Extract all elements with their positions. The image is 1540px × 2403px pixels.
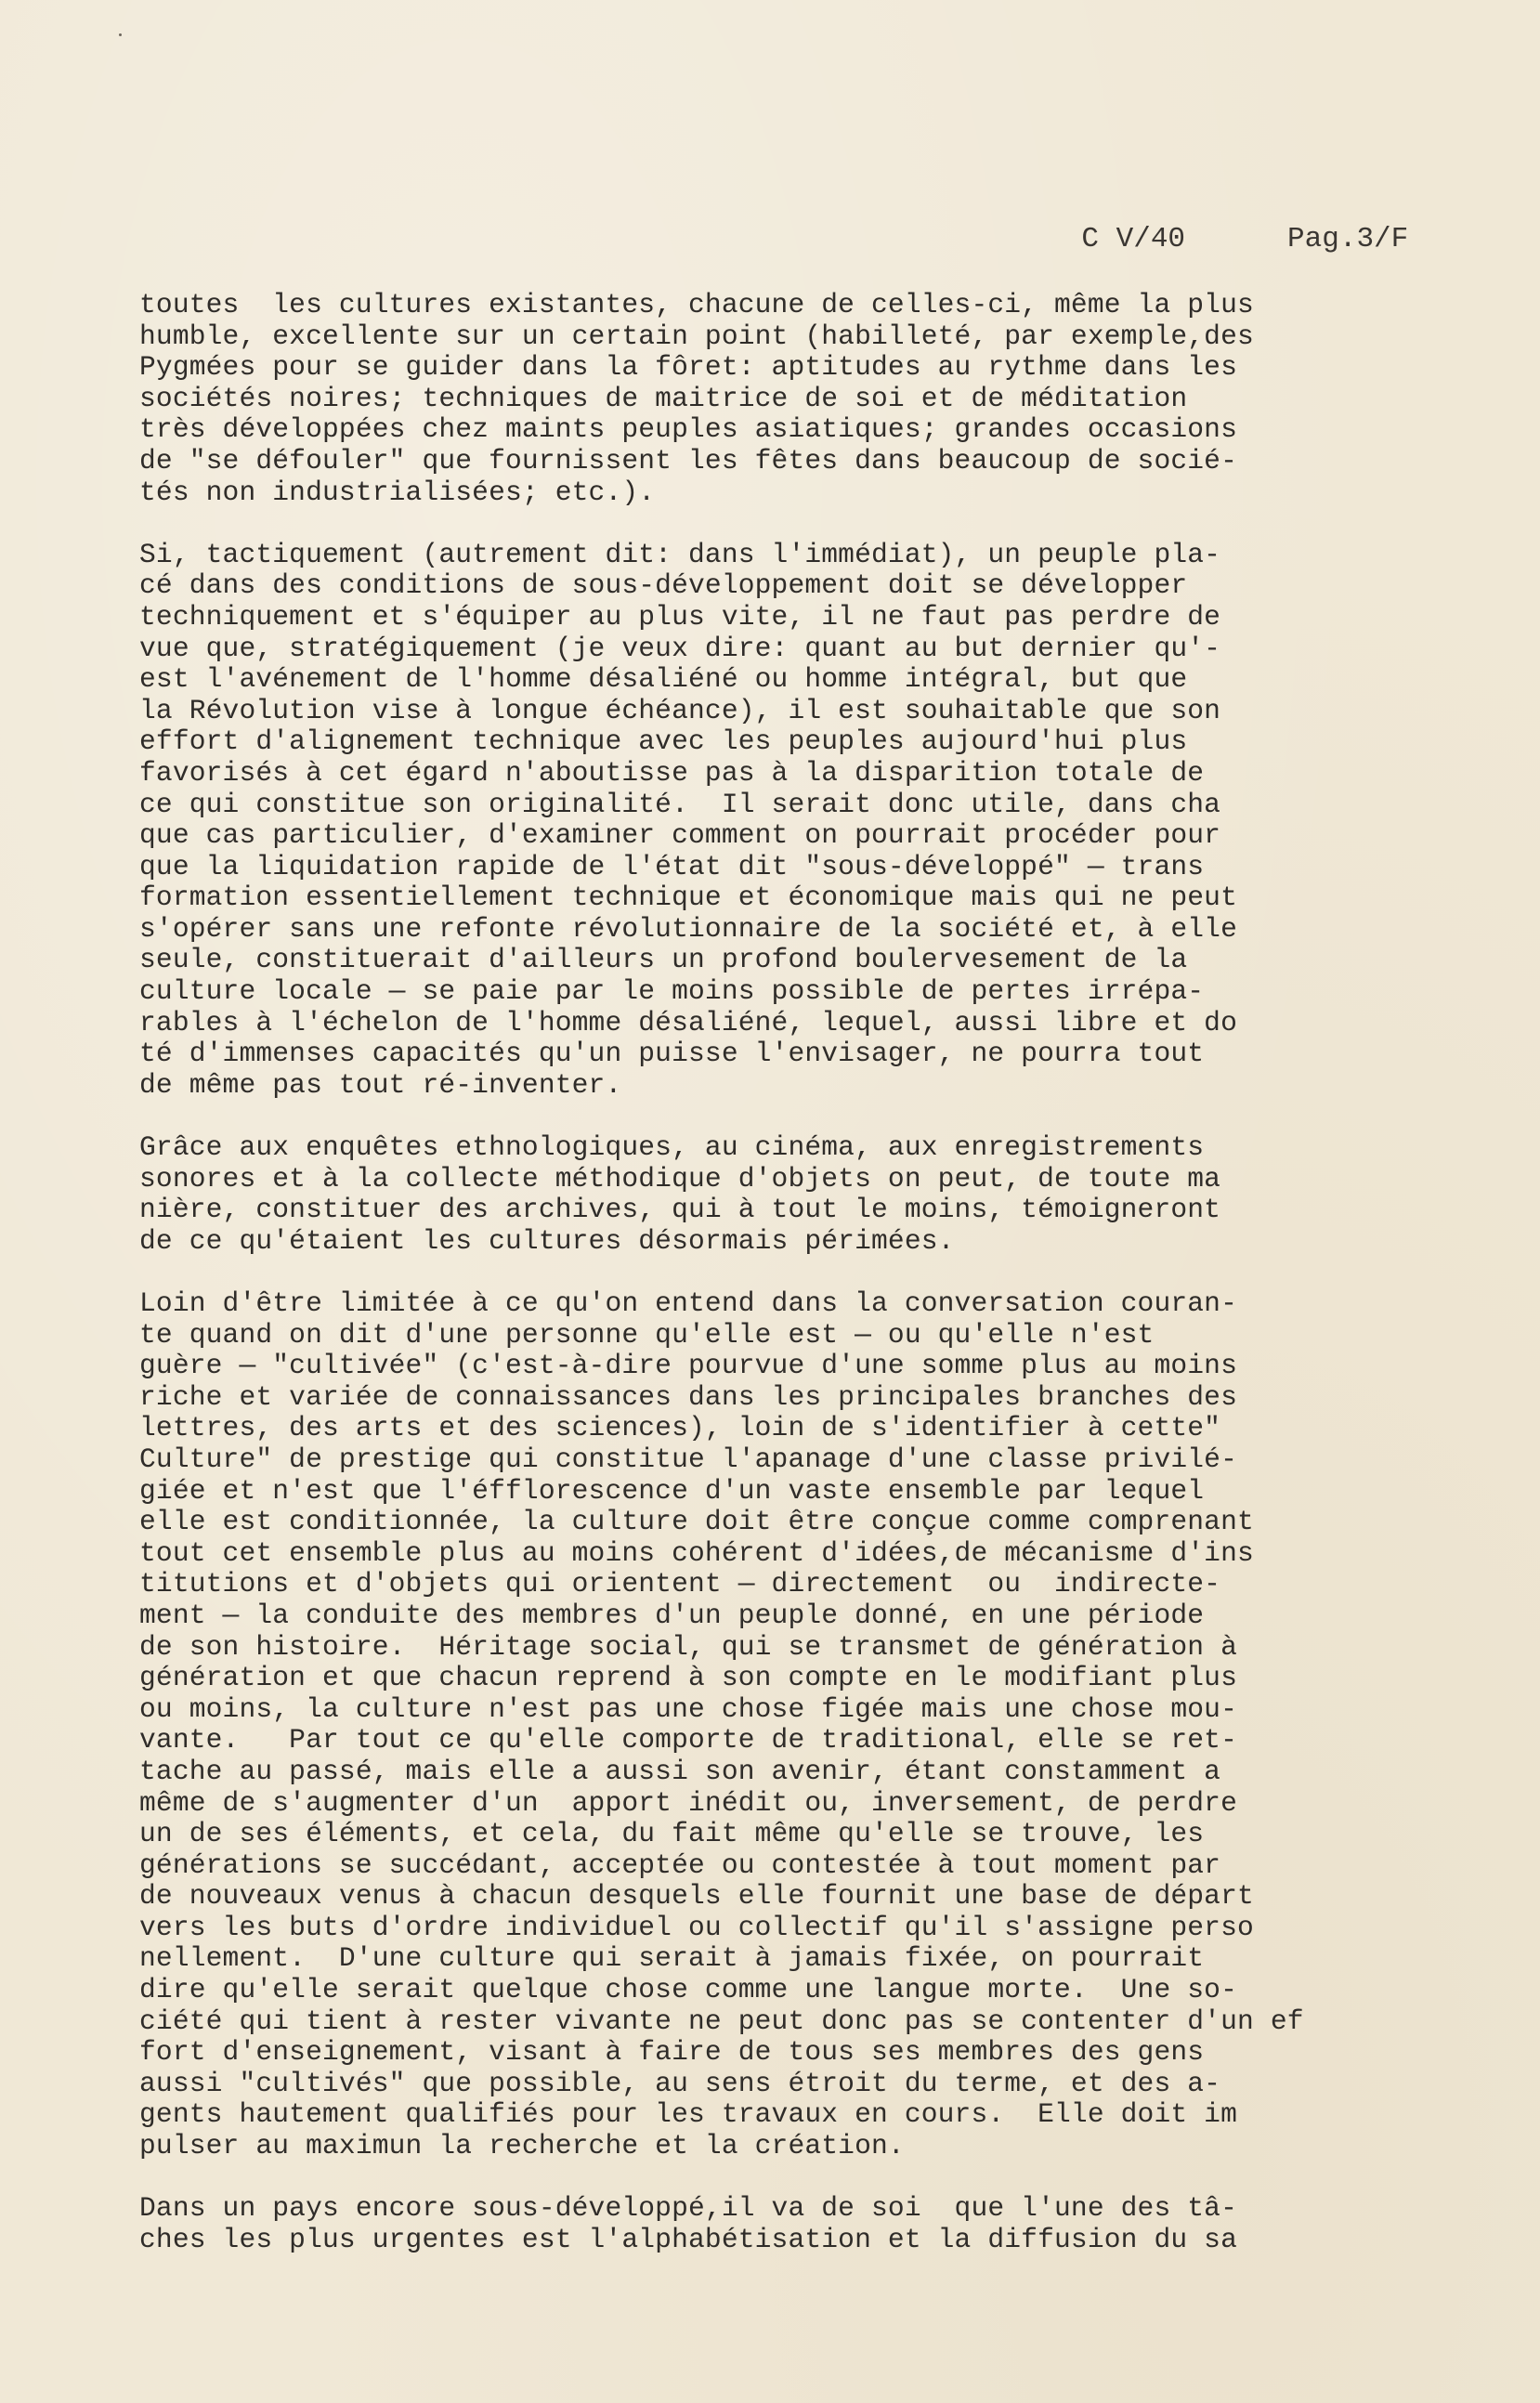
paragraph	[139, 1288, 1430, 2162]
paragraph	[139, 1132, 1430, 1257]
text-line: giée et n'est que l'éfflorescence d'un vaste ensemble par lequel	[139, 1474, 1205, 1507]
text-line: gents hautement qualifiés pour les travaux en cours. Elle doit im	[139, 2098, 1238, 2131]
text-line: seule, constituerait d'ailleurs un profond boulervesement de la	[139, 944, 1188, 976]
paragraph	[139, 2193, 1430, 2255]
page-number: Pag.3/F	[1287, 223, 1409, 255]
text-line: est l'avénement de l'homme désaliéné ou homme intégral, but que	[139, 663, 1188, 696]
text-line: de son histoire. Héritage social, qui se transmet de génération à	[139, 1630, 1238, 1663]
text-line: Si, tactiquement (autrement dit: dans l'immédiat), un peuple pla-	[139, 538, 1221, 570]
text-line: elle est conditionnée, la culture doit être conçue comme comprenant	[139, 1506, 1254, 1538]
text-line: ment — la conduite des membres d'un peuple donné, en une période	[139, 1599, 1205, 1631]
text-line: Grâce aux enquêtes ethnologiques, au cinéma, aux enregistrements	[139, 1131, 1205, 1164]
text-line: Pygmées pour se guider dans la fôret: aptitudes au rythme dans les	[139, 351, 1238, 384]
text-line: té d'immenses capacités qu'un puisse l'envisager, ne pourra tout	[139, 1038, 1205, 1070]
paper-speck	[119, 33, 122, 36]
text-line: générations se succédant, acceptée ou contestée à tout moment par	[139, 1848, 1221, 1881]
text-line: cé dans des conditions de sous-développement doit se développer	[139, 569, 1188, 602]
text-line: te quand on dit d'une personne qu'elle est — ou qu'elle n'est	[139, 1318, 1155, 1351]
text-line: vue que, stratégiquement (je veux dire: quant au but dernier qu'-	[139, 632, 1221, 664]
paragraph	[139, 540, 1430, 1102]
text-line: lettres, des arts et des sciences), loin de s'identifier à cette"	[139, 1412, 1221, 1444]
text-line: de "se défouler" que fournissent les fêtes dans beaucoup de socié-	[139, 444, 1238, 477]
page-header	[1012, 190, 1408, 288]
text-line: Dans un pays encore sous-développé,il va de soi que l'une des tâ-	[139, 2192, 1238, 2225]
text-line: techniquement et s'équiper au plus vite, il ne faut pas perdre de	[139, 600, 1221, 633]
text-line: aussi "cultivés" que possible, au sens étroit du terme, et des a-	[139, 2067, 1221, 2099]
text-line: Culture" de prestige qui constitue l'apanage d'une classe privilé-	[139, 1443, 1238, 1475]
text-line: que la liquidation rapide de l'état dit "sous-développé" — trans	[139, 850, 1205, 882]
text-line: toutes les cultures existantes, chacune de celles-ci, même la plus	[139, 289, 1254, 320]
text-line: sonores et à la collecte méthodique d'objets on peut, de toute ma	[139, 1162, 1221, 1195]
text-line: de nouveaux venus à chacun desquels elle fournit une base de départ	[139, 1880, 1254, 1913]
text-line: dire qu'elle serait quelque chose comme une langue morte. Une so-	[139, 1974, 1238, 2006]
text-line: que cas particulier, d'examiner comment on pourrait procéder pour	[139, 819, 1221, 852]
text-line: fort d'enseignement, visant à faire de tous ses membres des gens	[139, 2036, 1205, 2069]
text-line: vante. Par tout ce qu'elle comporte de traditional, elle se ret-	[139, 1724, 1238, 1757]
text-line: favorisés à cet égard n'aboutisse pas à la disparition totale de	[139, 756, 1205, 789]
text-line: tout cet ensemble plus au moins cohérent d'idées,de mécanisme d'ins	[139, 1536, 1254, 1569]
text-line: très développées chez maints peuples asiatiques; grandes occasions	[139, 413, 1238, 446]
text-line: ciété qui tient à rester vivante ne peut donc pas se contenter d'un ef	[139, 2005, 1304, 2037]
text-line: titutions et d'objets qui orientent — directement ou indirecte-	[139, 1568, 1221, 1600]
document-body	[139, 290, 1430, 2255]
text-line: riche et variée de connaissances dans les principales branches des	[139, 1380, 1238, 1413]
text-line: Loin d'être limitée à ce qu'on entend dans la conversation couran-	[139, 1287, 1238, 1319]
text-line: même de s'augmenter d'un apport inédit ou, inversement, de perdre	[139, 1786, 1238, 1819]
text-line: un de ses éléments, et cela, du fait même qu'elle se trouve, les	[139, 1818, 1205, 1850]
text-line: génération et que chacun reprend à son compte en le modifiant plus	[139, 1662, 1238, 1694]
paragraph	[139, 290, 1430, 508]
text-line: guère — "cultivée" (c'est-à-dire pourvue d'une somme plus au moins	[139, 1350, 1238, 1382]
text-line: nellement. D'une culture qui serait à jamais fixée, on pourrait	[139, 1942, 1205, 1975]
text-line: formation essentiellement technique et économique mais qui ne peut	[139, 882, 1238, 914]
text-line: de même pas tout ré-inventer.	[139, 1068, 622, 1101]
text-line: tache au passé, mais elle a aussi son avenir, étant constamment a	[139, 1755, 1221, 1787]
text-line: ce qui constitue son originalité. Il serait donc utile, dans cha	[139, 788, 1221, 820]
text-line: nière, constituer des archives, qui à tout le moins, témoigneront	[139, 1194, 1221, 1226]
text-line: tés non industrialisées; etc.).	[139, 476, 656, 508]
text-line: la Révolution vise à longue échéance), il est souhaitable que son	[139, 694, 1221, 726]
text-line: s'opérer sans une refonte révolutionnaire de la société et, à elle	[139, 912, 1238, 945]
text-line: ou moins, la culture n'est pas une chose figée mais une chose mou-	[139, 1692, 1238, 1725]
text-line: culture locale — se paie par le moins possible de pertes irrépa-	[139, 975, 1205, 1008]
document-reference: C V/40	[1081, 223, 1186, 255]
text-line: ches les plus urgentes est l'alphabétisation et la diffusion du sa	[139, 2223, 1238, 2255]
text-line: sociétés noires; techniques de maitrice de soi et de méditation	[139, 382, 1188, 414]
text-line: pulser au maximun la recherche et la création.	[139, 2130, 905, 2162]
text-line: rables à l'échelon de l'homme désaliéné, lequel, aussi libre et do	[139, 1006, 1238, 1038]
text-line: de ce qu'étaient les cultures désormais périmées.	[139, 1224, 955, 1257]
text-line: vers les buts d'ordre individuel ou collectif qu'il s'assigne perso	[139, 1911, 1254, 1943]
text-line: humble, excellente sur un certain point (habilleté, par exemple,des	[139, 320, 1254, 352]
text-line: effort d'alignement technique avec les peuples aujourd'hui plus	[139, 725, 1188, 758]
